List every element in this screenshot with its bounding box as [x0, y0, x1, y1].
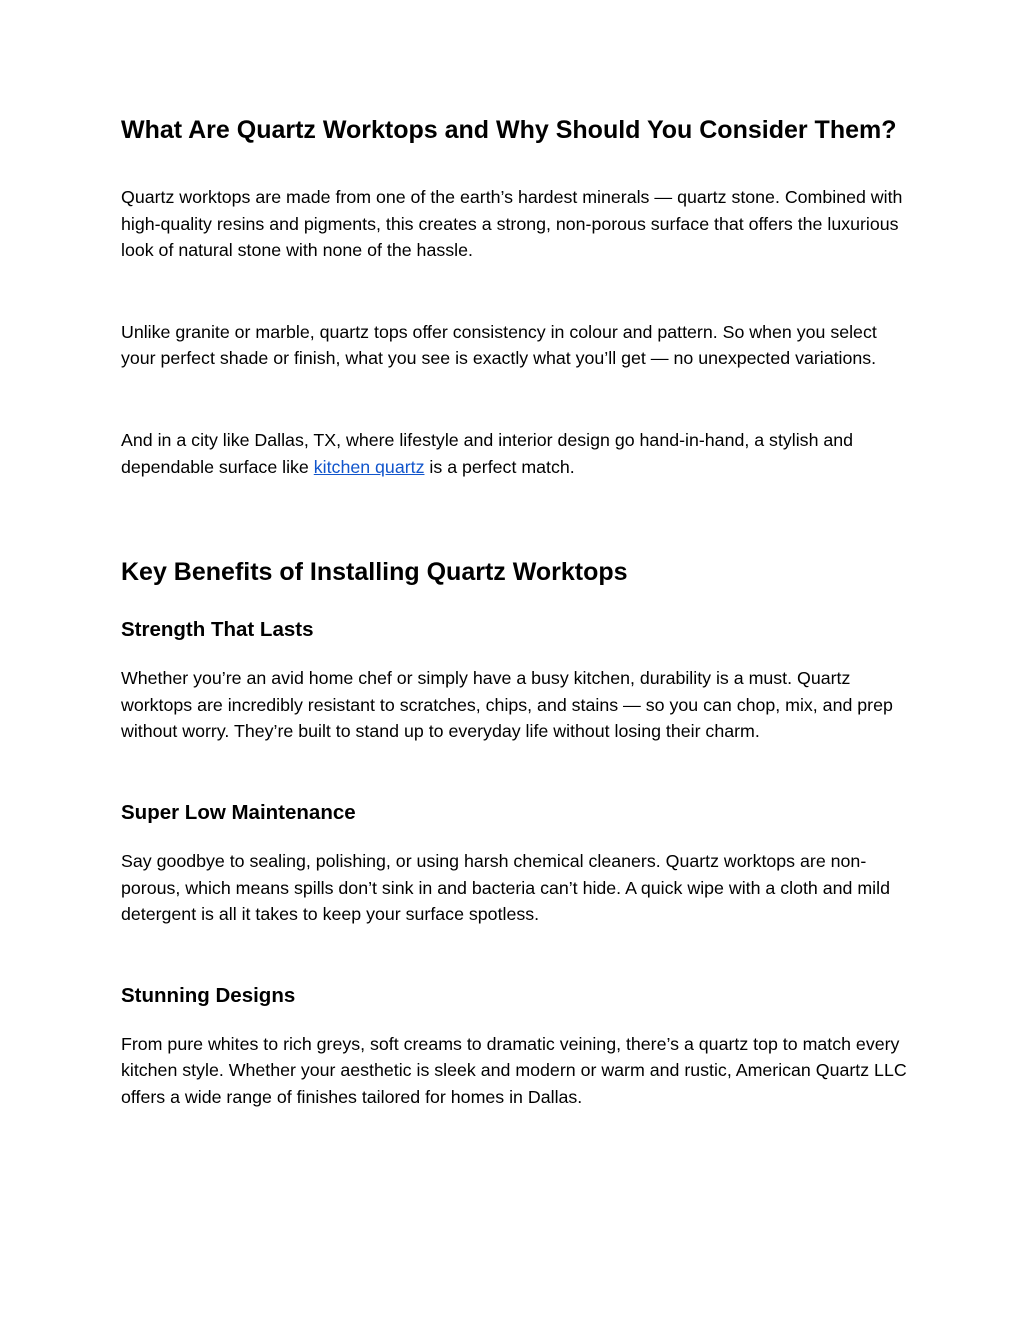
dallas-text-before: And in a city like Dallas, TX, where lifestyle and interior design go hand-in-hand, a stylish and dependable surface like [121, 429, 854, 477]
spacer [121, 372, 911, 427]
spacer [121, 480, 911, 557]
dallas-text-after: is a perfect match. [424, 456, 575, 477]
consistency-paragraph: Unlike granite or marble, quartz tops offer consistency in colour and pattern. So when you select your perfect shade or finish, what you see is exactly what you’ll get — no unexpected variations. [121, 321, 877, 369]
benefit-heading-designs: Stunning Designs [121, 983, 296, 1007]
intro-paragraph: Quartz worktops are made from one of the earth’s hardest minerals — quartz stone. Combined with high-quality resins and pigments, this creates a strong, non-porous surface that offers the luxurious look of natural stone with none of the hassle. [121, 187, 903, 261]
section-title-quartz-worktops: What Are Quartz Worktops and Why Should You Consider Them? [121, 116, 897, 144]
benefit-text-strength: Whether you’re an avid home chef or simply have a busy kitchen, durability is a must. Quartz worktops are incredibly resistant to scratches, chips, and stains — so you can chop, mix, and prep without worry. They’re built to stand up to everyday life without losing their charm. [121, 668, 893, 742]
benefit-text-designs: From pure whites to rich greys, soft creams to dramatic veining, there’s a quartz top to match every kitchen style. Whether your aesthetic is sleek and modern or warm and rustic, American Quartz LLC offers a wide range of finishes tailored for homes in Dallas. [121, 1033, 907, 1107]
kitchen-quartz-link[interactable]: kitchen quartz [313, 456, 425, 477]
document-page [121, 112, 911, 1111]
spacer [121, 745, 911, 800]
spacer [121, 928, 911, 983]
section-title-key-benefits: Key Benefits of Installing Quartz Worktops [121, 558, 628, 587]
dallas-paragraph [121, 427, 911, 480]
benefit-heading-maintenance: Super Low Maintenance [121, 800, 356, 824]
benefit-heading-strength: Strength That Lasts [121, 618, 314, 642]
spacer [121, 264, 911, 319]
benefit-text-maintenance: Say goodbye to sealing, polishing, or using harsh chemical cleaners. Quartz worktops are non-porous, which means spills don’t sink in and bacteria can’t hide. A quick wipe with a cloth and mild detergent is all it takes to keep your surface spotless. [121, 850, 890, 925]
